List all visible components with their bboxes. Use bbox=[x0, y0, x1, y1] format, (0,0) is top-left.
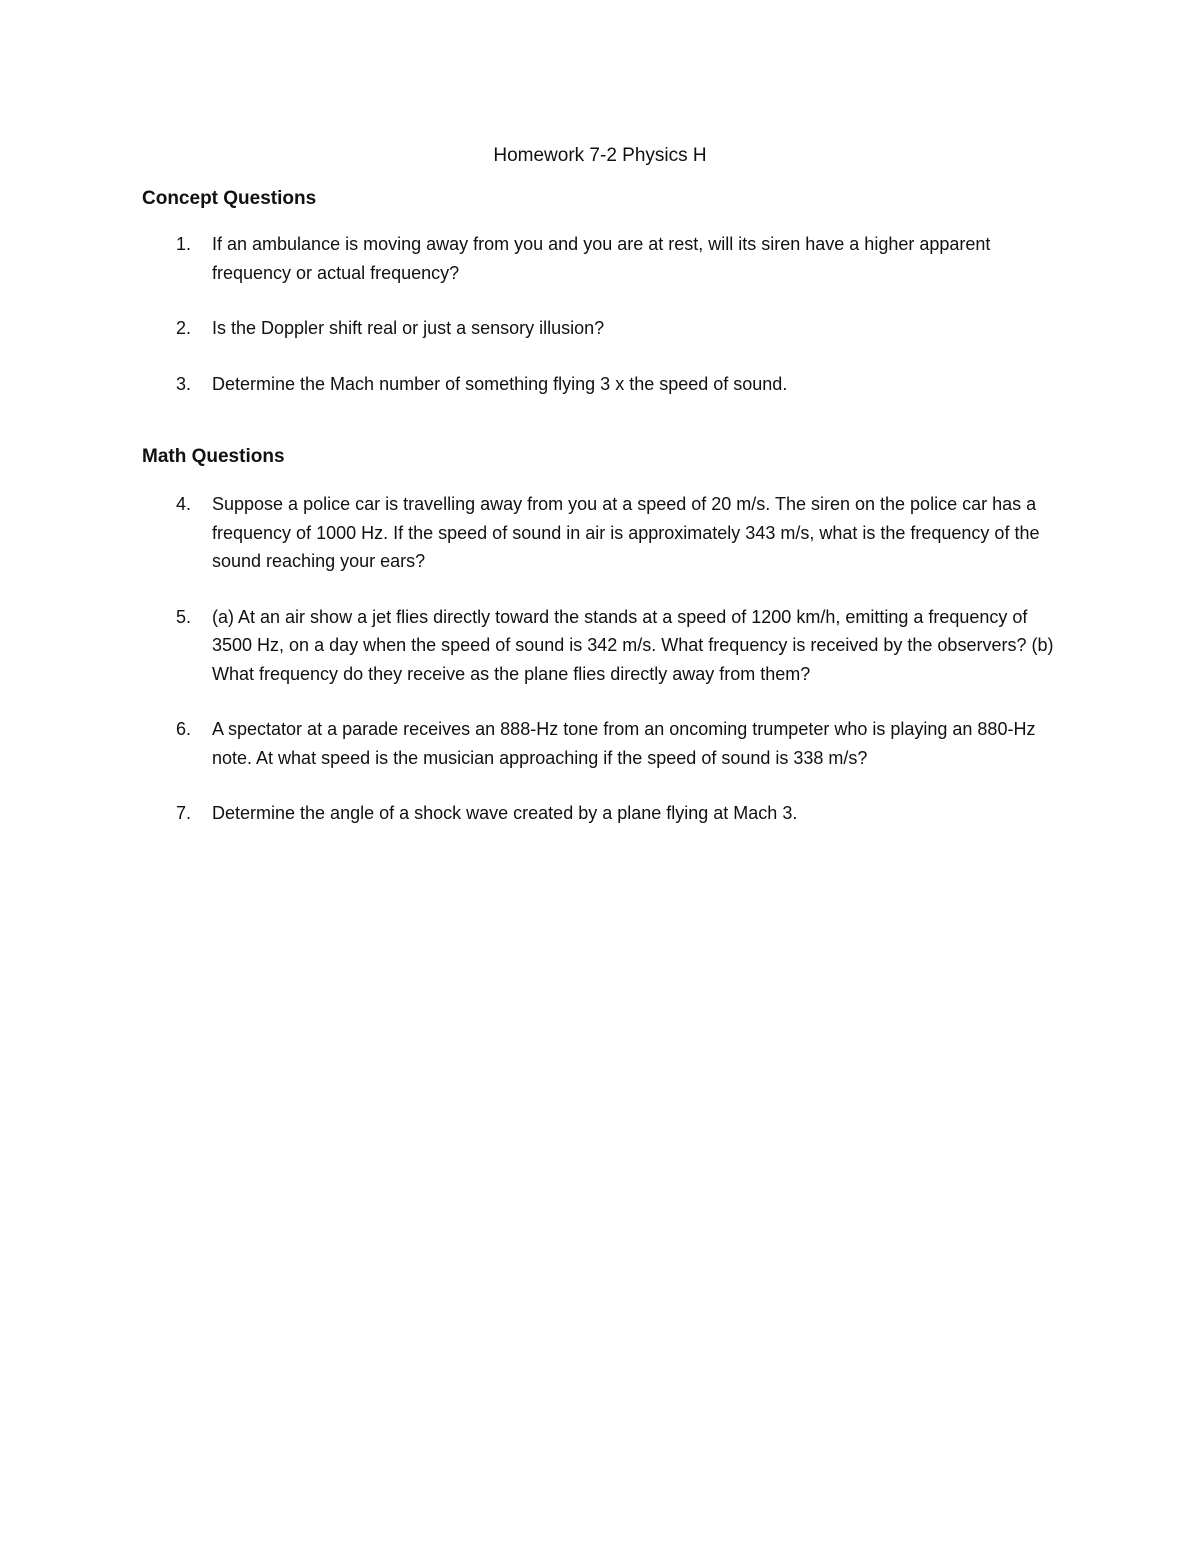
question-text: If an ambulance is moving away from you and you are at rest, will its siren have a higher apparent frequency or actual frequency? bbox=[212, 234, 991, 283]
question-number: 4. bbox=[176, 494, 192, 514]
question-item-1 bbox=[142, 230, 1062, 287]
question-number: 7. bbox=[176, 803, 192, 823]
question-number: 3. bbox=[176, 373, 192, 394]
question-number: 5. bbox=[176, 606, 192, 627]
question-text: Is the Doppler shift real or just a sensory illusion? bbox=[212, 318, 605, 338]
document-title: Homework 7-2 Physics H bbox=[493, 145, 707, 166]
question-item-4 bbox=[142, 490, 1062, 576]
concept-question-list bbox=[142, 230, 1062, 425]
math-questions-heading: Math Questions bbox=[142, 446, 285, 467]
question-text: Determine the Mach number of something flying 3 x the speed of sound. bbox=[212, 373, 788, 394]
question-number: 6. bbox=[176, 719, 192, 739]
question-item-5 bbox=[142, 603, 1062, 689]
question-number: 1. bbox=[176, 234, 192, 254]
question-text: Suppose a police car is travelling away from you at a speed of 20 m/s. The siren on the police car has a frequency of 1000 Hz. If the speed of sound in air is approximately 343 m/s, what is the frequency of the sound reaching your ears? bbox=[212, 494, 1040, 571]
question-item-6 bbox=[142, 715, 1062, 772]
question-item-2 bbox=[142, 314, 1062, 343]
math-question-list bbox=[142, 490, 1062, 855]
question-text: A spectator at a parade receives an 888-Hz tone from an oncoming trumpeter who is playing an 880-Hz note. At what speed is the musician approaching if the speed of sound is 338 m/s? bbox=[212, 719, 1036, 768]
question-number: 2. bbox=[176, 318, 192, 338]
question-item-3 bbox=[142, 370, 1062, 399]
question-item-7 bbox=[142, 799, 1062, 828]
question-text: Determine the angle of a shock wave created by a plane flying at Mach 3. bbox=[212, 803, 798, 823]
question-text: (a) At an air show a jet flies directly toward the stands at a speed of 1200 km/h, emitting a frequency of 3500 Hz, on a day when the speed of sound is 342 m/s. What frequency is received by the observers? (b) What frequency do they receive as the plane flies directly away from them? bbox=[212, 606, 1054, 684]
concept-questions-heading: Concept Questions bbox=[142, 188, 317, 209]
